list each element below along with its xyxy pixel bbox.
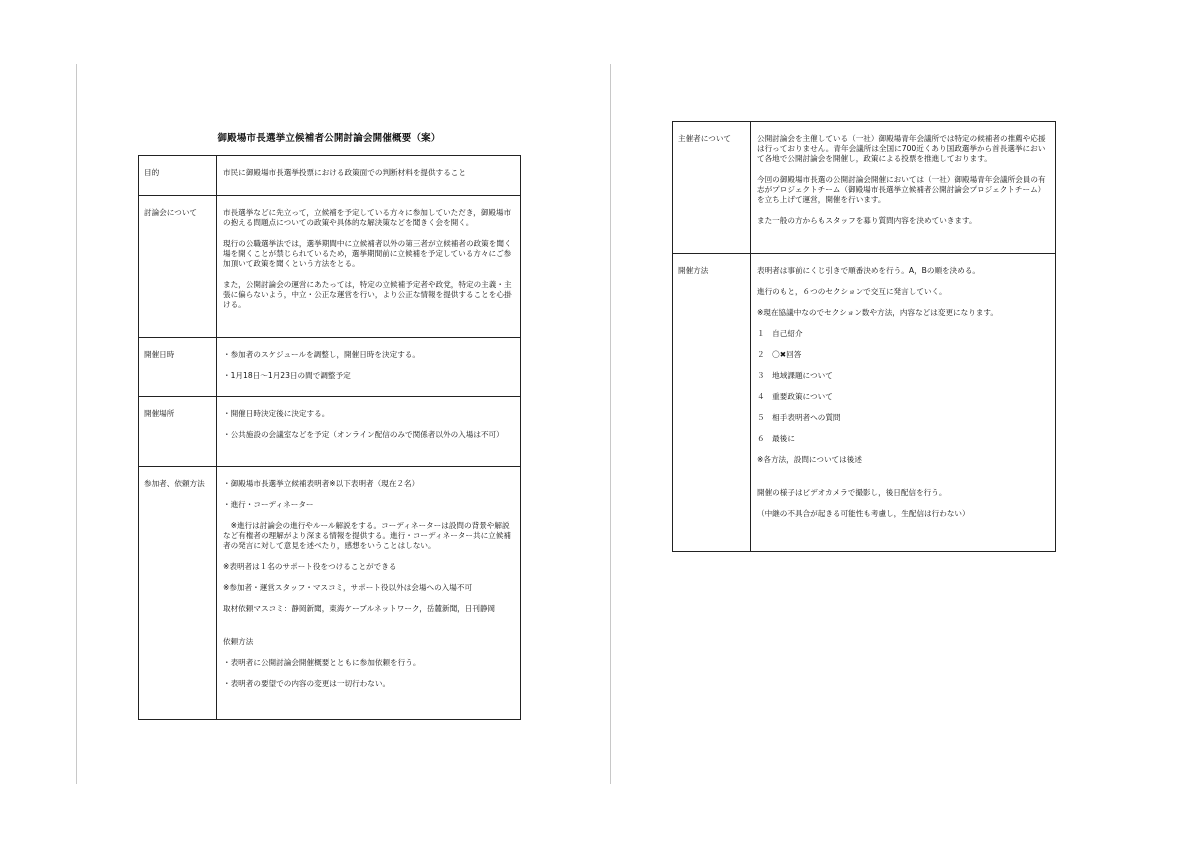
paragraph: 表明者は事前にくじ引きで順番決めを行う。A，Bの順を決める。	[757, 266, 981, 275]
row-content	[217, 156, 521, 196]
paragraph	[757, 476, 1049, 488]
outline-table-left-body	[139, 156, 521, 720]
row-content	[217, 196, 521, 338]
table-row	[673, 122, 1056, 254]
paragraph: また一般の方からもスタッフを募り質問内容を決めていきます。	[757, 216, 977, 226]
paragraph: ・1月18日〜1月23日の間で調整予定	[223, 371, 351, 381]
paragraph: ※進行は討論会の進行やルール解説をする。コーディネーターは設問の背景や解説など有権者の理解がより深まる情報を提供する。進行・コーディネーター共に立候補者の発言に対して意見を述べたり，感想をいうことはしない。	[223, 521, 511, 551]
paragraph: ・御殿場市長選挙立候補表明者※以下表明者（現在２名）	[223, 479, 420, 488]
document-title: 御殿場市長選挙立候補者公開討論会開催概要（案）	[217, 133, 441, 144]
paragraph: ・表明者の要望での内容の変更は一切行わない。	[223, 679, 391, 689]
row-content	[751, 122, 1056, 254]
paragraph: 依頼方法	[223, 637, 254, 647]
table-row	[139, 467, 521, 720]
paragraph: ・表明者に公開討論会開催概要とともに参加依頼を行う。	[223, 658, 421, 668]
paragraph: 開催の様子はビデオカメラで撮影し，後日配信を行う。	[757, 488, 947, 498]
row-label: 参加者、依頼方法	[139, 467, 217, 720]
row-content	[217, 338, 521, 397]
paragraph: （中継の不具合が起きる可能性も考慮し，生配信は行わない）	[757, 509, 970, 519]
table-row	[139, 196, 521, 338]
paragraph: ・開催日時決定後に決定する。	[223, 409, 330, 418]
paragraph: 今回の御殿場市長選の公開討論会開催においては（一社）御殿場青年会議所会員の有志がプロジェクトチーム（御殿場市長選挙立候補者公開討論会プロジェクトチーム）を立ち上げて運営，開催を行います。	[757, 175, 1046, 205]
paragraph: ※表明者は１名のサポート役をつけることができる	[223, 562, 397, 572]
paragraph: 進行のもと，６つのセクションで交互に発言していく。	[757, 287, 947, 297]
paragraph: 現行の公職選挙法では，選挙期間中に立候補者以外の第三者が立候補者の政策を聞く場を開くことが禁じられているため，選挙期間前に立候補を予定している方々にご参加頂いて政策を聞くという方法をとる。	[223, 239, 512, 269]
paragraph: ・参加者のスケジュールを調整し，開催日時を決定する。	[223, 350, 420, 359]
paragraph: ４ 重要政策について	[757, 392, 833, 402]
paragraph: 取材依頼マスコミ：静岡新聞，東海ケーブルネットワーク，岳麓新聞，日刊静岡	[223, 604, 496, 614]
paragraph	[223, 625, 514, 637]
paragraph: 市民に御殿場市長選挙投票における政策面での判断材料を提供すること	[223, 168, 466, 177]
outline-table-right-body	[673, 122, 1056, 552]
row-content	[217, 467, 521, 720]
outline-table-right	[672, 121, 1056, 552]
paragraph: 公開討論会を主催している（一社）御殿場青年会議所では特定の候補者の推薦や応援は行っておりません。青年会議所は全国に700近くあり国政選挙から首長選挙において各地で公開討論会を開催し，政策による投票を推進しております。	[757, 134, 1046, 164]
paragraph: ・公共施設の会議室などを予定（オンライン配信のみで関係者以外の入場は不可）	[223, 430, 504, 440]
paragraph: ・進行・コーディネーター	[223, 500, 314, 510]
table-row	[673, 254, 1056, 552]
row-label: 目的	[139, 156, 217, 196]
paragraph: １ 自己紹介	[757, 329, 803, 339]
paragraph: ５ 相手表明者への質問	[757, 413, 841, 423]
row-content	[751, 254, 1056, 552]
paragraph: ６ 最後に	[757, 434, 795, 444]
table-row	[139, 156, 521, 196]
paragraph: ※現在協議中なのでセクション数や方法，内容などは変更になります。	[757, 308, 999, 318]
table-row	[139, 338, 521, 397]
paragraph: ※各方法，設問については後述	[757, 455, 862, 465]
paragraph: ※参加者・運営スタッフ・マスコミ，サポート役以外は会場への入場不可	[223, 583, 473, 593]
paragraph: 市長選挙などに先立って，立候補を予定している方々に参加していただき，御殿場市の抱える問題点についての政策や具体的な解決策などを聞きく会を開く。	[223, 208, 512, 228]
page-left-edge	[76, 64, 77, 784]
row-label: 討論会について	[139, 196, 217, 338]
paragraph: また，公開討論会の運営にあたっては，特定の立候補予定者や政党，特定の主義・主張に偏らないよう，中立・公正な運営を行い，より公正な情報を提供することを心掛ける。	[223, 280, 512, 310]
table-row	[139, 397, 521, 467]
outline-table-left	[138, 155, 521, 720]
row-label: 開催方法	[673, 254, 751, 552]
row-content	[217, 397, 521, 467]
row-label: 開催場所	[139, 397, 217, 467]
row-label: 主催者について	[673, 122, 751, 254]
paragraph: ２ 〇✖回答	[757, 350, 802, 360]
paragraph: ３ 地域課題について	[757, 371, 833, 381]
row-label: 開催日時	[139, 338, 217, 397]
page-divider	[610, 64, 611, 784]
